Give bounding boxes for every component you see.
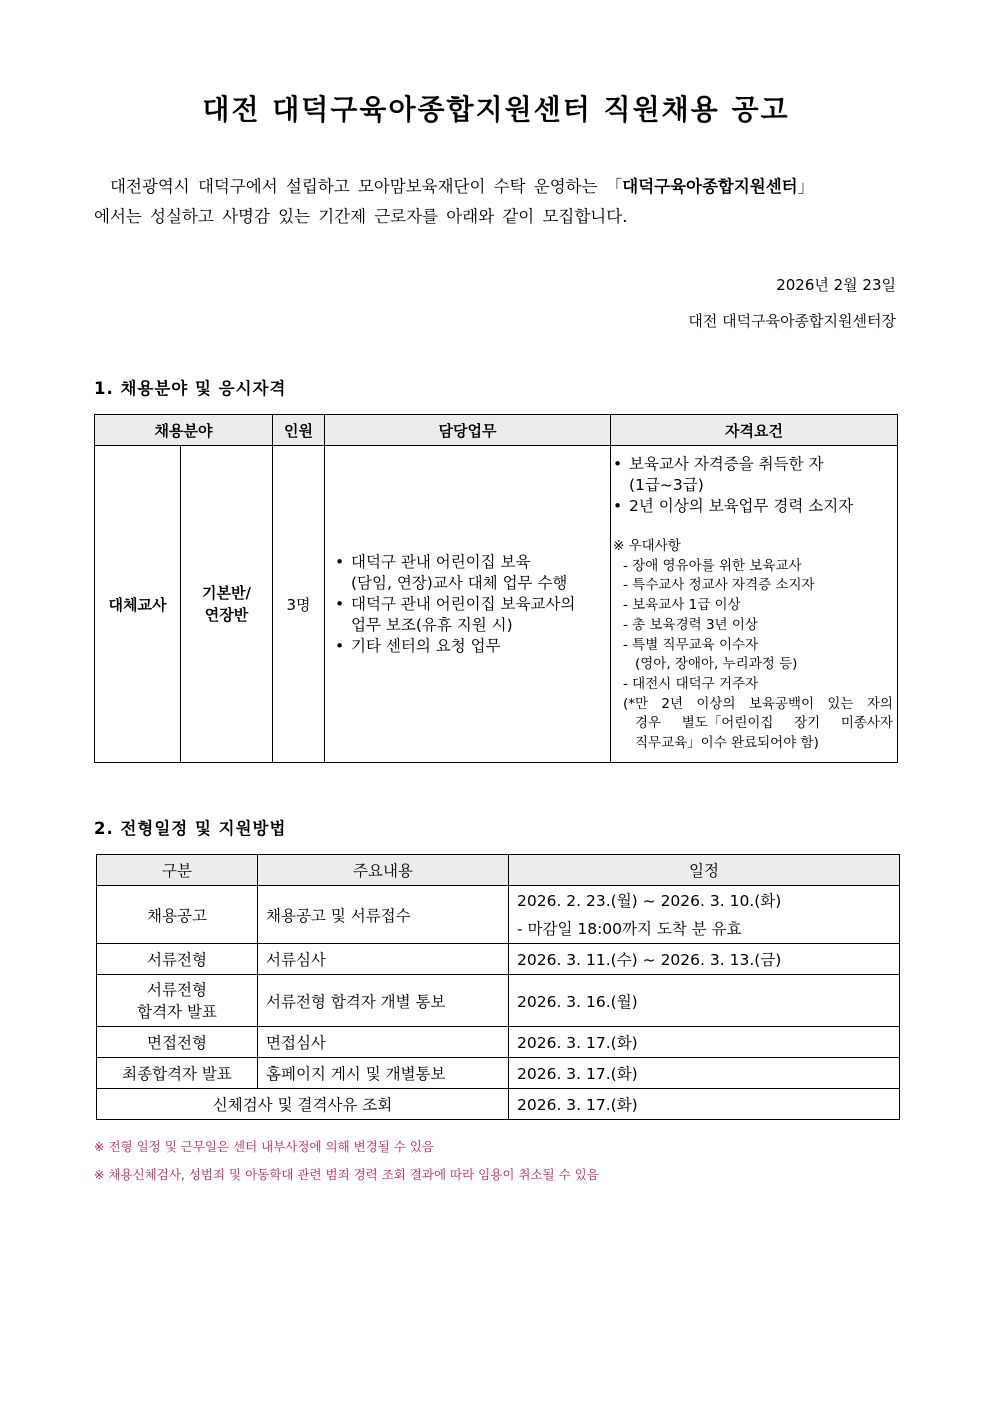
table-header-row	[95, 415, 898, 446]
qual-text: (1급~3급)	[629, 476, 704, 494]
duty-text: 대덕구 관내 어린이집 보육	[351, 552, 531, 571]
content-cell: 홈페이지 게시 및 개별통보	[258, 1058, 509, 1089]
bullet-icon: •	[335, 594, 345, 613]
content-cell: 서류심사	[258, 944, 509, 975]
schedule-table	[96, 854, 900, 1120]
table-row	[97, 1027, 900, 1058]
list-item: - 총 보육경력 3년 이상	[623, 616, 758, 633]
preference-note-line	[613, 714, 895, 734]
list-item	[613, 454, 895, 496]
header-schedule: 일정	[509, 855, 900, 886]
duty-text: 기타 센터의 요청 업무	[351, 636, 501, 655]
category-cell: 최종합격자 발표	[97, 1058, 258, 1089]
schedule-cell: 2026. 3. 17.(화)	[509, 1027, 900, 1058]
duty-text: 업무 보조(유휴 지원 시)	[351, 615, 513, 634]
note-word: 별도「어린이집	[681, 715, 774, 732]
preference-list	[613, 537, 895, 754]
note-word: 장기	[794, 715, 821, 732]
list-item: - 특별 직무교육 이수자	[623, 636, 759, 653]
list-item: - 대전시 대덕구 거주자	[623, 675, 759, 692]
category-cell: 채용공고	[97, 886, 258, 944]
intro-line-2: 에서는 성실하고 사명감 있는 기간제 근로자를 아래와 같이 모집합니다.	[94, 207, 628, 226]
schedule-cell: 2026. 3. 16.(월)	[509, 975, 900, 1027]
header-count: 인원	[273, 415, 325, 446]
schedule-cell: 2026. 3. 17.(화)	[509, 1089, 900, 1120]
note-word: 2년	[661, 695, 684, 712]
list-item: - 특수교사 정교사 자격증 소지자	[623, 577, 815, 594]
header-qual: 자격요건	[611, 415, 898, 446]
category-text: 합격자 발표	[137, 1002, 217, 1021]
qualification-table	[94, 414, 898, 763]
preference-note-line: 직무교육」이수 완료되어야 함)	[635, 735, 819, 752]
class-line-1: 기본반/	[202, 584, 251, 602]
list-item	[335, 552, 610, 594]
table-row	[97, 1058, 900, 1089]
note-word: 보육공백이	[748, 695, 815, 712]
class-line-2: 연장반	[204, 606, 249, 624]
page-title: 대전 대덕구육아종합지원센터 직원채용 공고	[202, 93, 790, 126]
schedule-cell: 2026. 3. 11.(수) ~ 2026. 3. 13.(금)	[509, 944, 900, 975]
intro-text: 대전광역시 대덕구에서 설립하고 모아맘보육재단이 수탁 운영하는 「	[110, 177, 623, 196]
signature: 대전 대덕구육아종합지원센터장	[688, 312, 896, 330]
center-name: 대덕구육아종합지원센터	[622, 177, 798, 196]
category-text: 서류전형	[147, 980, 207, 999]
class-cell	[181, 446, 273, 763]
note-word: 있는	[827, 695, 854, 712]
preference-title: ※ 우대사항	[613, 538, 681, 554]
table-row	[95, 446, 898, 763]
note-word: (*만	[623, 695, 649, 712]
note-word: 자의	[866, 695, 893, 712]
table-row	[97, 1089, 900, 1120]
qual-text: 보육교사 자격증을 취득한 자	[629, 455, 824, 473]
list-item	[335, 594, 610, 636]
intro-line-1	[94, 172, 898, 202]
category-cell	[97, 975, 258, 1027]
category-cell: 면접전형	[97, 1027, 258, 1058]
list-item: - 보육교사 1급 이상	[623, 597, 741, 614]
qual-text: 2년 이상의 보육업무 경력 소지자	[629, 497, 854, 515]
schedule-cell	[509, 886, 900, 944]
header-field: 채용분야	[95, 415, 273, 446]
duty-cell	[325, 446, 611, 763]
bullet-icon: •	[335, 636, 345, 655]
notice-note: ※ 전형 일정 및 근무일은 센터 내부사정에 의해 변경될 수 있음	[94, 1139, 435, 1154]
bullet-icon: •	[613, 455, 623, 473]
intro-paragraph	[94, 172, 898, 232]
list-item: - 장애 영유아를 위한 보육교사	[623, 557, 802, 574]
count-cell: 3명	[273, 446, 325, 763]
note-word: 미종사자	[840, 715, 893, 732]
notice-date: 2026년 2월 23일	[776, 276, 896, 294]
content-cell: 채용공고 및 서류접수	[258, 886, 509, 944]
duty-text: (담임, 연장)교사 대체 업무 수행	[351, 573, 568, 592]
note-word: 경우	[635, 715, 662, 732]
header-content: 주요내용	[258, 855, 509, 886]
table-row	[97, 944, 900, 975]
note-word: 이상의	[696, 695, 736, 712]
table-header-row	[97, 855, 900, 886]
list-item: (영아, 장애아, 누리과정 등)	[635, 656, 798, 673]
category-cell: 신체검사 및 결격사유 조회	[97, 1089, 509, 1120]
list-item	[335, 636, 610, 657]
section2-heading: 2. 전형일정 및 지원방법	[94, 819, 287, 838]
section1-heading: 1. 채용분야 및 응시자격	[94, 379, 287, 398]
content-cell: 면접심사	[258, 1027, 509, 1058]
duty-text: 대덕구 관내 어린이집 보육교사의	[351, 594, 576, 613]
schedule-text: - 마감일 18:00까지 도착 분 유효	[517, 919, 742, 938]
header-category: 구분	[97, 855, 258, 886]
bullet-icon: •	[335, 552, 345, 571]
header-duty: 담당업무	[325, 415, 611, 446]
category-cell: 서류전형	[97, 944, 258, 975]
table-row	[97, 886, 900, 944]
schedule-cell: 2026. 3. 17.(화)	[509, 1058, 900, 1089]
field-cell: 대체교사	[95, 446, 181, 763]
notice-note: ※ 채용신체검사, 성범죄 및 아동학대 관련 범죄 경력 조회 결과에 따라 임용이 취소될 수 있음	[94, 1167, 599, 1182]
schedule-text: 2026. 2. 23.(월) ~ 2026. 3. 10.(화)	[517, 891, 782, 910]
list-item	[613, 496, 895, 517]
qual-cell	[611, 446, 898, 763]
bullet-icon: •	[613, 497, 623, 515]
intro-bracket: 」	[797, 177, 815, 196]
content-cell: 서류전형 합격자 개별 통보	[258, 975, 509, 1027]
preference-note-line	[613, 695, 895, 715]
table-row	[97, 975, 900, 1027]
